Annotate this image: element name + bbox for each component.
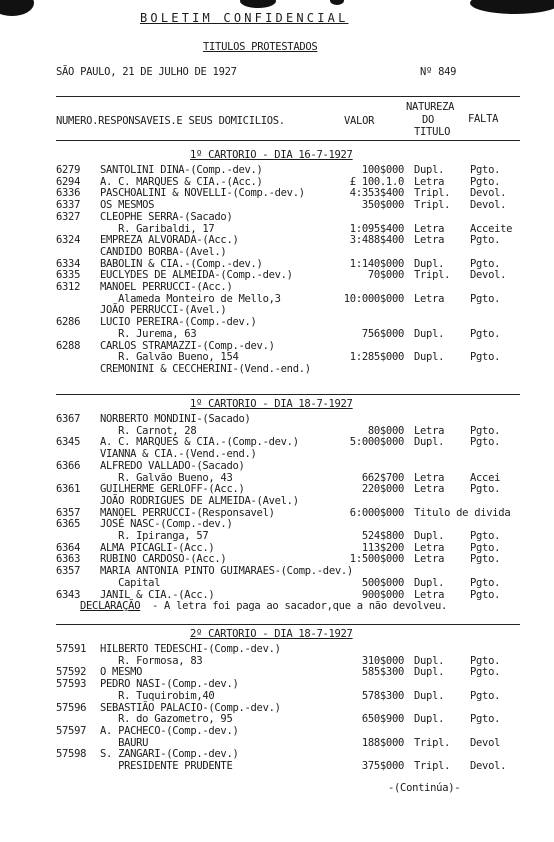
entry-responsible: R. Jurema, 63	[100, 327, 197, 340]
section-heading: 1º CARTORIO - DIA 18-7-1927	[190, 398, 353, 410]
entry-value: 585$300	[361, 666, 404, 679]
bulletin-subtitle: TITULOS PROTESTADOS	[203, 41, 318, 53]
column-falta: FALTA	[468, 113, 499, 125]
entry-number: 6363	[56, 553, 81, 566]
entry-number: 57598	[56, 748, 87, 761]
entry-reason: Pgto.	[470, 436, 501, 449]
entry-value: 70$000	[367, 269, 404, 282]
entry-number: 57593	[56, 678, 87, 691]
entry-nature: Letra	[414, 175, 445, 188]
entry-responsible: EUCLYDES DE ALMEIDA-(Comp.-dev.)	[100, 269, 293, 282]
entry-nature: Tripl.	[414, 269, 451, 282]
entry-responsible: A. C. MARQUES & CIA.-(Comp.-dev.)	[100, 436, 299, 449]
entry-responsible: MANOEL PERRUCCI-(Acc.)	[100, 281, 233, 293]
entry-nature: Dupl.	[414, 713, 445, 726]
entry-number: 6279	[56, 164, 81, 176]
entry-responsible: ALMA PICAGLI-(Acc.)	[100, 541, 215, 554]
column-valor: VALOR	[344, 115, 375, 127]
entry-reason: Pgto.	[470, 257, 501, 270]
ink-blot-left	[0, 0, 34, 16]
entry-reason: Devol.	[470, 760, 507, 772]
entry-responsible: LUCIO PEREIRA-(Comp.-dev.)	[100, 316, 257, 329]
entry-responsible: NORBERTO MONDINI-(Sacado)	[100, 413, 251, 425]
entry-value: 310$000	[361, 654, 404, 667]
entry-number: 6286	[56, 316, 81, 329]
entry-nature: Dupl.	[414, 351, 445, 364]
entry-reason: Pgto.	[470, 530, 501, 542]
entry-reason: Devol.	[470, 199, 507, 212]
entry-value: 1:095$400	[349, 222, 404, 235]
entry-reason: Pgto.	[470, 175, 501, 188]
declaration-text: - A letra foi paga ao sacador,que a não devolveu.	[152, 600, 448, 613]
entry-responsible: PASCHOALINI & NOVELLI-(Comp.-dev.)	[100, 187, 305, 200]
entry-value: 524$800	[361, 530, 404, 542]
column-do: DO	[422, 114, 435, 126]
entry-responsible: MANOEL PERRUCCI-(Responsavel)	[100, 506, 275, 519]
section-divider	[56, 394, 520, 395]
entry-nature: Tripl.	[414, 187, 451, 200]
entry-number: 6357	[56, 506, 81, 519]
entry-nature: Dupl.	[414, 654, 445, 667]
entry-responsible: A. PACHECO-(Comp.-dev.)	[100, 724, 239, 737]
entry-number: 6294	[56, 175, 81, 188]
entry-value: 100$000	[361, 164, 404, 176]
entry-number: 6364	[56, 541, 81, 554]
entry-reason: Pgto.	[470, 351, 501, 364]
entry-value: 1:500$000	[349, 553, 404, 566]
entry-responsible: CARLOS STRAMAZZI-(Comp.-dev.)	[100, 339, 275, 352]
entry-nature: Tripl.	[414, 760, 451, 772]
entry-reason: Pgto.	[470, 689, 501, 702]
entry-value: 500$000	[361, 576, 404, 589]
header-divider-top	[56, 96, 520, 97]
entry-reason: Pgto.	[470, 588, 501, 601]
entry-responsible: CLEOPHE SERRA-(Sacado)	[100, 210, 233, 223]
entry-number: 6345	[56, 436, 81, 449]
entry-responsible: GUILHERME GERLOFF-(Acc.)	[100, 483, 245, 496]
entry-number: 6367	[56, 413, 81, 425]
entry-responsible: R. Garibaldi, 17	[100, 222, 215, 235]
entry-responsible: EMPREZA ALVORADA-(Acc.)	[100, 234, 239, 247]
entry-value: 5:000$000	[349, 436, 404, 449]
entry-responsible: JANIL & CIA.-(Acc.)	[100, 588, 215, 601]
entry-reason: Pgto.	[470, 327, 501, 340]
entry-responsible: O MESMO	[100, 666, 143, 679]
entry-number: 6343	[56, 588, 81, 601]
entry-responsible: Capital	[100, 576, 161, 589]
entry-value: 6:000$000	[349, 506, 404, 519]
bulletin-title: BOLETIM CONFIDENCIAL	[140, 11, 349, 25]
entry-reason: Pgto.	[470, 654, 501, 667]
entry-responsible: CREMONINI & CECCHERINI-(Vend.-end.)	[100, 362, 311, 375]
entry-number: 6334	[56, 257, 81, 270]
entry-nature: Letra	[414, 588, 445, 601]
entry-value: 1:140$000	[349, 257, 404, 270]
entry-number: 57597	[56, 724, 87, 737]
entry-number: 6361	[56, 483, 81, 496]
entry-reason: Pgto.	[470, 164, 501, 176]
entry-responsible: R. Tuquirobim,40	[100, 689, 215, 702]
entry-responsible: JOÃO PERRUCCI-(Avel.)	[100, 304, 227, 317]
ink-blot-right	[470, 0, 554, 14]
entry-responsible: R. Formosa, 83	[100, 654, 203, 667]
entry-value: 756$000	[361, 327, 404, 340]
entry-nature: Titulo de divida	[414, 506, 511, 519]
entry-responsible: S. ZANGARI-(Comp.-dev.)	[100, 748, 239, 761]
entry-responsible: BABOLIN & CIA.-(Comp.-dev.)	[100, 257, 263, 270]
entry-responsible: PRESIDENTE PRUDENTE	[100, 760, 233, 772]
entry-nature: Tripl.	[414, 736, 451, 749]
entry-reason: Pgto.	[470, 292, 501, 305]
header-divider-bottom	[56, 140, 520, 141]
entry-value: 4:353$400	[349, 187, 404, 200]
entry-reason: Acceite	[470, 222, 513, 235]
entry-value: £ 100.1.0	[349, 175, 404, 188]
entry-number: 6357	[56, 565, 81, 578]
entry-reason: Pgto.	[470, 234, 501, 247]
column-numero: NUMERO.RESPONSAVEIS.E SEUS DOMICILIOS.	[56, 115, 285, 127]
entry-nature: Dupl.	[414, 164, 445, 176]
entry-nature: Letra	[414, 471, 445, 484]
entry-value: 900$000	[361, 588, 404, 601]
entry-number: 6327	[56, 210, 81, 223]
entry-nature: Dupl.	[414, 257, 445, 270]
entry-value: 220$000	[361, 483, 404, 496]
entry-responsible: HILBERTO TEDESCHI-(Comp.-dev.)	[100, 643, 281, 655]
entry-value: 10:000$000	[343, 292, 404, 305]
entry-nature: Letra	[414, 292, 445, 305]
entry-responsible: Alameda Monteiro de Mello,3	[100, 292, 281, 305]
entry-number: 57596	[56, 701, 87, 714]
entry-responsible: SEBASTIÃO PALACIO-(Comp.-dev.)	[100, 701, 281, 714]
entry-nature: Dupl.	[414, 689, 445, 702]
entry-nature: Dupl.	[414, 576, 445, 589]
entry-value: 662$700	[361, 471, 404, 484]
entry-nature: Letra	[414, 541, 445, 554]
entry-number: 6288	[56, 339, 81, 352]
entry-value: 1:285$000	[349, 351, 404, 364]
entry-nature: Dupl.	[414, 530, 445, 542]
column-titulo: TITULO	[414, 126, 451, 138]
entry-reason: Devol.	[470, 187, 507, 200]
entry-number: 6335	[56, 269, 81, 282]
entry-responsible: CANDIDO BORBA-(Avel.)	[100, 245, 227, 258]
entry-nature: Letra	[414, 424, 445, 437]
entry-reason: Pgto.	[470, 713, 501, 726]
bulletin-number: Nº 849	[420, 66, 457, 78]
section-heading: 1º CARTORIO - DIA 16-7-1927	[190, 149, 353, 161]
section-divider	[56, 624, 520, 625]
entry-reason: Pgto.	[470, 576, 501, 589]
entry-responsible: PEDRO NASI-(Comp.-dev.)	[100, 678, 239, 691]
entry-nature: Letra	[414, 222, 445, 235]
entry-reason: Devol.	[470, 269, 507, 282]
entry-responsible: JOSÉ NASC-(Comp.-dev.)	[100, 518, 233, 531]
entry-nature: Dupl.	[414, 436, 445, 449]
entry-reason: Accei	[470, 471, 501, 484]
ink-blot-small	[330, 0, 344, 5]
entry-number: 57592	[56, 666, 87, 679]
entry-responsible: RUBINO CARDOSO-(Acc.)	[100, 553, 227, 566]
entry-number: 6337	[56, 199, 81, 212]
section-heading: 2º CARTORIO - DIA 18-7-1927	[190, 628, 353, 640]
entry-number: 6365	[56, 518, 81, 531]
entry-number: 6324	[56, 234, 81, 247]
entry-value: 3:488$400	[349, 234, 404, 247]
entry-responsible: R. Ipiranga, 57	[100, 530, 209, 542]
entry-value: 113$200	[361, 541, 404, 554]
entry-responsible: A. C. MARQUES & CIA.-(Acc.)	[100, 175, 263, 188]
entry-value: 375$000	[361, 760, 404, 772]
entry-number: 6312	[56, 281, 81, 293]
entry-responsible: BAURU	[100, 736, 149, 749]
entry-responsible: MARIA ANTONIA PINTO GUIMARAES-(Comp.-dev.)	[100, 565, 353, 578]
entry-responsible: OS MESMOS	[100, 199, 155, 212]
entry-nature: Dupl.	[414, 666, 445, 679]
entry-number: 57591	[56, 643, 87, 655]
entry-responsible: R. Galvão Bueno, 154	[100, 351, 239, 364]
entry-nature: Letra	[414, 553, 445, 566]
entry-reason: Pgto.	[470, 483, 501, 496]
entry-nature: Letra	[414, 234, 445, 247]
entry-nature: Tripl.	[414, 199, 451, 212]
entry-reason: Pgto.	[470, 666, 501, 679]
entry-nature: Letra	[414, 483, 445, 496]
declaration-label: DECLARAÇÃO	[80, 600, 141, 613]
entry-reason: Devol	[470, 736, 501, 749]
entry-responsible: R. Carnot, 28	[100, 424, 197, 437]
entry-responsible: JOÃO RODRIGUES DE ALMEIDA-(Avel.)	[100, 494, 299, 507]
entry-reason: Pgto.	[470, 424, 501, 437]
continues-note: -(Continúa)-	[388, 782, 461, 794]
entry-responsible: SANTOLINI DINA-(Comp.-dev.)	[100, 164, 263, 176]
entry-value: 578$300	[361, 689, 404, 702]
ink-blot-center	[240, 0, 276, 8]
entry-responsible: R. do Gazometro, 95	[100, 713, 233, 726]
entry-value: 80$000	[367, 424, 404, 437]
entry-reason: Pgto.	[470, 541, 501, 554]
entry-responsible: R. Galvão Bueno, 43	[100, 471, 233, 484]
entry-responsible: ALFREDO VALLADO-(Sacado)	[100, 459, 245, 472]
entry-nature: Dupl.	[414, 327, 445, 340]
entry-value: 350$000	[361, 199, 404, 212]
entry-value: 188$000	[361, 736, 404, 749]
entry-reason: Pgto.	[470, 553, 501, 566]
column-natureza: NATUREZA	[406, 101, 455, 113]
place-date: SÃO PAULO, 21 DE JULHO DE 1927	[56, 66, 237, 78]
entry-number: 6336	[56, 187, 81, 200]
entry-value: 650$900	[361, 713, 404, 726]
entry-number: 6366	[56, 459, 81, 472]
entry-responsible: VIANNA & CIA.-(Vend.-end.)	[100, 448, 257, 461]
